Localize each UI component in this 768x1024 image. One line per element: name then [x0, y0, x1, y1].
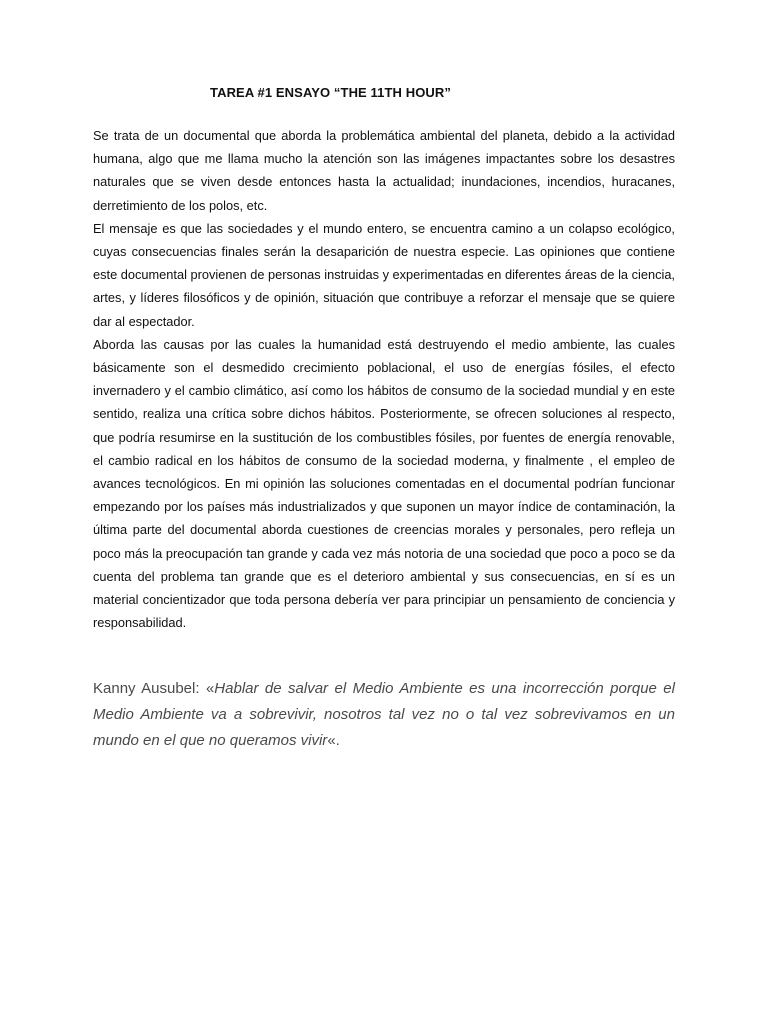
quote-block	[93, 676, 675, 754]
quote-text: Hablar de salvar el Medio Ambiente es una incorrección porque el Medio Ambiente va a sobrevivir, nosotros tal vez no o tal vez sobrevivamos en un mundo en el que no queramos vivir	[93, 680, 675, 749]
quote-author: Kanny Ausubel: «	[93, 680, 215, 697]
paragraph-3: Aborda las causas por las cuales la humanidad está destruyendo el medio ambiente, las cuales básicamente son el desmedido crecimiento poblacional, el uso de energías fósiles, el efecto invernadero y el cambio climático, así como los hábitos de consumo de la sociedad mundial y en este sentido, realiza una crítica sobre dichos hábitos. Posteriormente, se ofrecen soluciones al respecto, que podría resumirse en la sustitución de los combustibles fósiles, por fuentes de energía renovable, el cambio radical en los hábitos de consumo de la sociedad moderna, y finalmente , el empleo de avances tecnológicos. En mi opinión las soluciones comentadas en el documental podrían funcionar empezando por los países más industrializados y que suponen un mayor índice de contaminación, la última parte del documental aborda cuestiones de creencias morales y personales, pero refleja un poco más la preocupación tan grande y cada vez más notoria de una sociedad que poco a poco se da cuenta del problema tan grande que es el deterioro ambiental y sus consecuencias, en sí es un material concientizador que toda persona debería ver para principiar un pensamiento de conciencia y responsabilidad.	[93, 336, 675, 631]
document-title: TAREA #1 ENSAYO “THE 11TH HOUR”	[210, 85, 452, 100]
paragraph-1: Se trata de un documental que aborda la problemática ambiental del planeta, debido a la actividad humana, algo que me llama mucho la atención son las imágenes impactantes sobre los desastres naturales que se viven desde entonces hasta la actualidad; inundaciones, incendios, huracanes, derretimiento de los polos, etc.	[93, 128, 675, 213]
paragraph-2: El mensaje es que las sociedades y el mundo entero, se encuentra camino a un colapso ecológico, cuyas consecuencias finales serán la desaparición de nuestra especie. Las opiniones que contiene este documental provienen de personas instruidas y experimentadas en diferentes áreas de la ciencia, artes, y líderes filosóficos y de opinión, situación que contribuye a reforzar el mensaje que se quiere dar al espectador.	[93, 220, 675, 329]
document-body	[93, 124, 675, 634]
quote-suffix: «.	[327, 732, 340, 749]
